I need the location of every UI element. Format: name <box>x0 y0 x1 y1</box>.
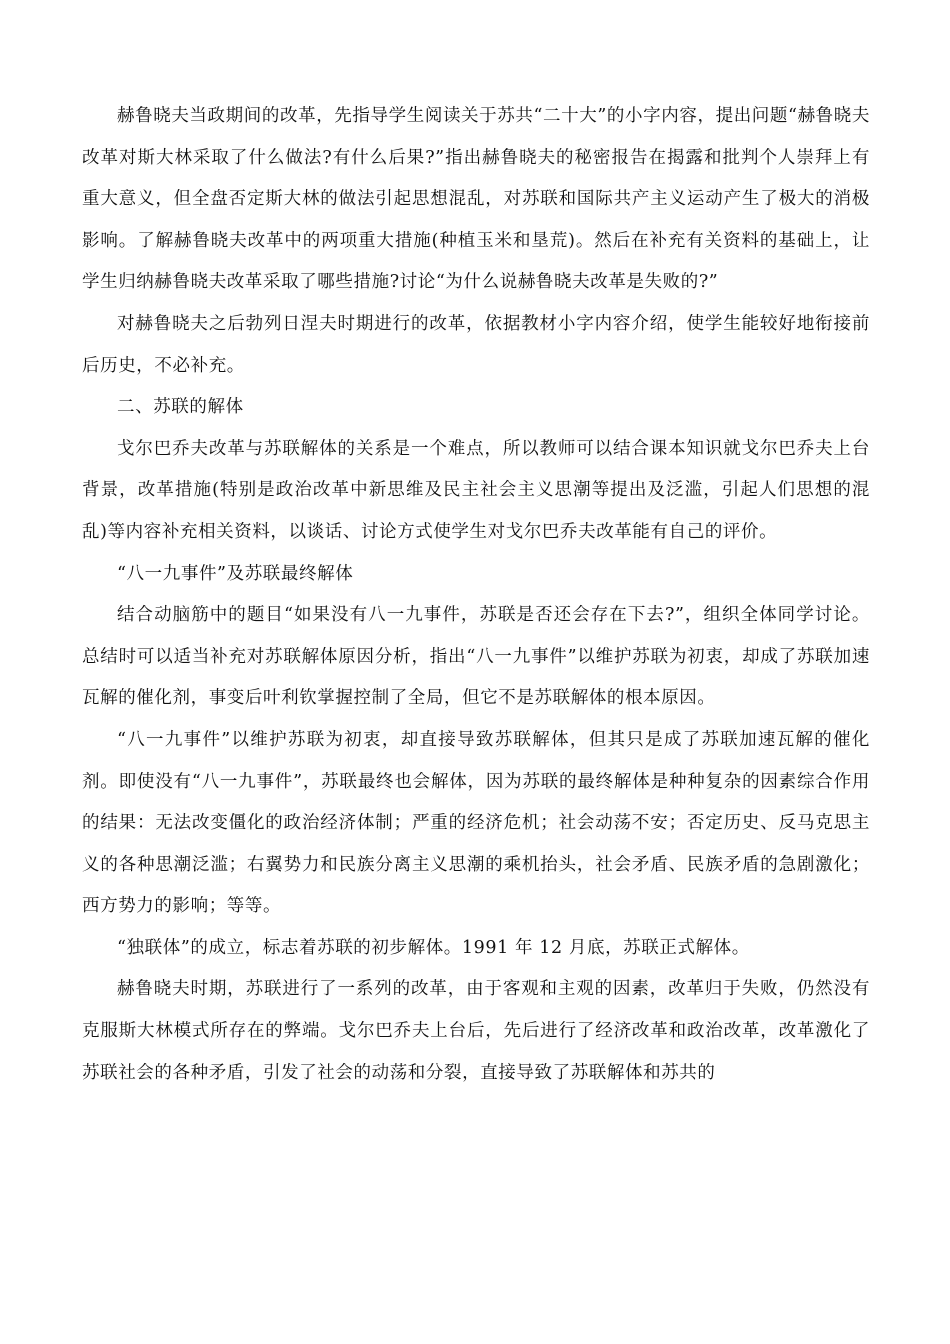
paragraph-819-causes: “八一九事件”以维护苏联为初衷，却直接导致苏联解体，但其只是成了苏联加速瓦解的催化剂。即使没有“八一九事件”，苏联最终也会解体，因为苏联的最终解体是种种复杂的因素综合作用的结果：无法改变僵化的政治经济体制；严重的经济危机；社会动荡不安；否定历史、反马克思主义的各种思潮泛滥；右翼势力和民族分离主义思潮的乘机抬头，社会矛盾、民族矛盾的急剧激化；西方势力的影响；等等。 <box>82 729 870 917</box>
document-body <box>82 96 870 1094</box>
paragraph-gorbachev-reform: 戈尔巴乔夫改革与苏联解体的关系是一个难点，所以教师可以结合课本知识就戈尔巴乔夫上台背景，改革措施(特别是政治改革中新思维及民主社会主义思潮等提出及泛滥，引起人们思想的混乱)等内容补充相关资料，以谈话、讨论方式使学生对戈尔巴乔夫改革能有自己的评价。 <box>82 438 870 542</box>
paragraph-summary: 赫鲁晓夫时期，苏联进行了一系列的改革，由于客观和主观的因素，改革归于失败，仍然没有克服斯大林模式所存在的弊端。戈尔巴乔夫上台后，先后进行了经济改革和政治改革，改革激化了苏联社会的各种矛盾，引发了社会的动荡和分裂，直接导致了苏联解体和苏共的 <box>82 979 870 1083</box>
subheading-819-event: “八一九事件”及苏联最终解体 <box>117 563 354 584</box>
paragraph-brezhnev-era: 对赫鲁晓夫之后勃列日涅夫时期进行的改革，依据教材小字内容介绍，使学生能较好地衔接前后历史，不必补充。 <box>82 313 870 376</box>
section-heading-soviet-dissolution: 二、苏联的解体 <box>117 397 244 418</box>
paragraph-819-discussion: 结合动脑筋中的题目“如果没有八一九事件，苏联是否还会存在下去?”，组织全体同学讨论。总结时可以适当补充对苏联解体原因分析，指出“八一九事件”以维护苏联为初衷，却成了苏联加速瓦解的催化剂，事变后叶利钦掌握控制了全局，但它不是苏联解体的根本原因。 <box>82 605 870 709</box>
paragraph-khrushchev-reform: 赫鲁晓夫当政期间的改革，先指导学生阅读关于苏共“二十大”的小字内容，提出问题“赫鲁晓夫改革对斯大林采取了什么做法?有什么后果?”指出赫鲁晓夫的秘密报告在揭露和批判个人崇拜上有重大意义，但全盘否定斯大林的做法引起思想混乱，对苏联和国际共产主义运动产生了极大的消极影响。了解赫鲁晓夫改革中的两项重大措施(种植玉米和垦荒)。然后在补充有关资料的基础上，让学生归纳赫鲁晓夫改革采取了哪些措施?讨论“为什么说赫鲁晓夫改革是失败的?” <box>82 106 870 293</box>
paragraph-cis-founding: “独联体”的成立，标志着苏联的初步解体。1991 年 12 月底，苏联正式解体。 <box>117 937 750 958</box>
